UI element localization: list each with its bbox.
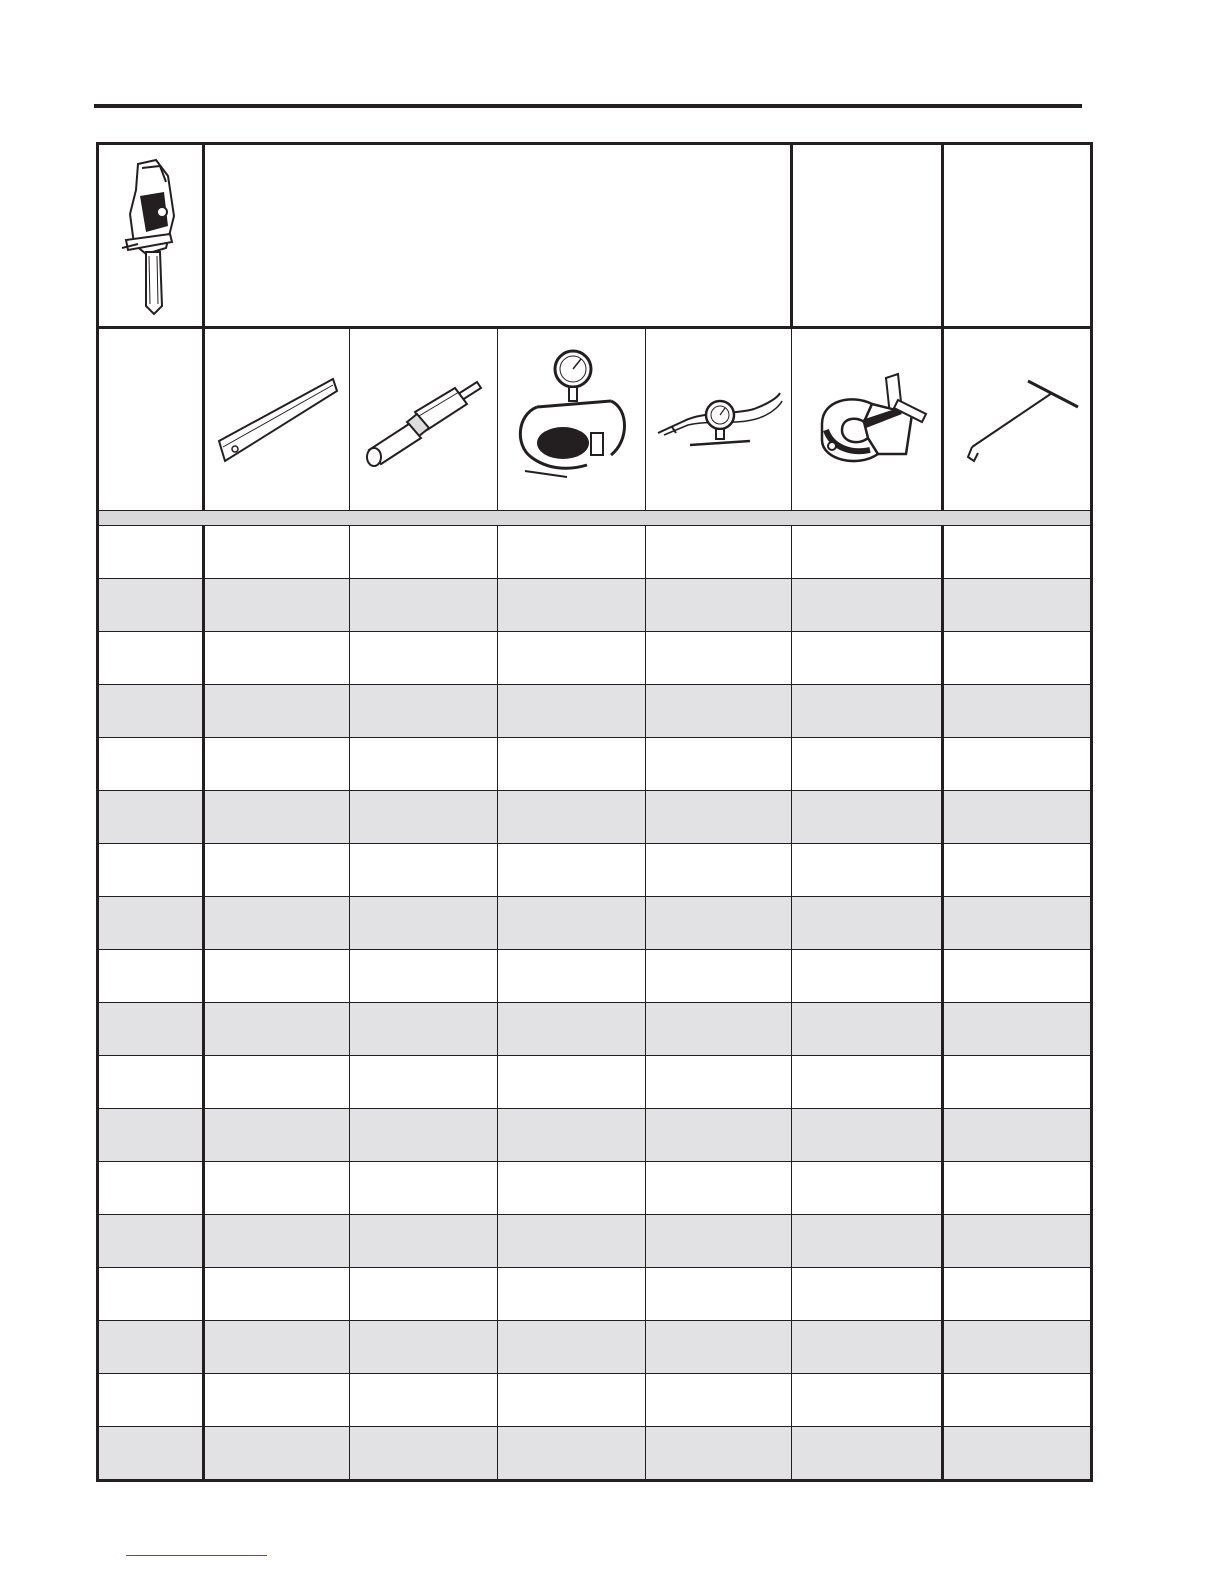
row-tool-5-cell xyxy=(792,526,943,579)
table-row xyxy=(98,632,1092,685)
table-row xyxy=(98,950,1092,1003)
row-tool-6-cell xyxy=(943,1162,1092,1215)
row-tool-2-cell xyxy=(350,632,498,685)
row-tool-6-cell xyxy=(943,1268,1092,1321)
row-tool-1-cell xyxy=(204,844,350,897)
row-tool-3-cell xyxy=(498,791,646,844)
row-tool-2-cell xyxy=(350,1268,498,1321)
row-model-cell xyxy=(98,1162,204,1215)
row-tool-3-cell xyxy=(498,738,646,791)
t-hook-tool-icon xyxy=(944,375,1090,465)
row-tool-2-cell xyxy=(350,897,498,950)
row-tool-1-cell xyxy=(204,1056,350,1109)
row-tool-6-cell xyxy=(943,685,1092,738)
tool-cell-2 xyxy=(350,328,498,511)
header-column-a xyxy=(792,144,943,328)
tool-cell-6 xyxy=(943,328,1092,511)
table-row xyxy=(98,1427,1092,1481)
row-tool-1-cell xyxy=(204,1268,350,1321)
row-tool-1-cell xyxy=(204,579,350,632)
flat-gauge-bar-icon xyxy=(205,375,349,465)
row-model-cell xyxy=(98,1056,204,1109)
row-tool-5-cell xyxy=(792,1162,943,1215)
row-tool-3-cell xyxy=(498,1321,646,1374)
row-tool-1-cell xyxy=(204,791,350,844)
row-model-cell xyxy=(98,685,204,738)
row-model-cell xyxy=(98,1109,204,1162)
row-model-cell xyxy=(98,844,204,897)
row-tool-2-cell xyxy=(350,1321,498,1374)
chainsaw-icon xyxy=(99,156,202,316)
row-tool-2-cell xyxy=(350,791,498,844)
row-tool-4-cell xyxy=(646,1427,792,1481)
row-tool-1-cell xyxy=(204,1162,350,1215)
row-tool-6-cell xyxy=(943,1056,1092,1109)
row-tool-3-cell xyxy=(498,1268,646,1321)
row-tool-5-cell xyxy=(792,1215,943,1268)
row-tool-3-cell xyxy=(498,685,646,738)
row-tool-2-cell xyxy=(350,1109,498,1162)
top-horizontal-rule xyxy=(94,104,1082,108)
row-tool-1-cell xyxy=(204,1003,350,1056)
table-row xyxy=(98,1215,1092,1268)
row-tool-5-cell xyxy=(792,1003,943,1056)
table-row xyxy=(98,897,1092,950)
table-row xyxy=(98,1056,1092,1109)
table-row xyxy=(98,1321,1092,1374)
table-row xyxy=(98,1162,1092,1215)
row-tool-3-cell xyxy=(498,844,646,897)
row-tool-3-cell xyxy=(498,1374,646,1427)
row-tool-1-cell xyxy=(204,1374,350,1427)
row-tool-4-cell xyxy=(646,526,792,579)
row-tool-3-cell xyxy=(498,1215,646,1268)
table-row xyxy=(98,791,1092,844)
table-row xyxy=(98,1268,1092,1321)
table-row xyxy=(98,526,1092,579)
row-model-cell xyxy=(98,1215,204,1268)
row-model-cell xyxy=(98,632,204,685)
row-tool-5-cell xyxy=(792,1374,943,1427)
row-tool-5-cell xyxy=(792,738,943,791)
row-tool-2-cell xyxy=(350,844,498,897)
row-tool-4-cell xyxy=(646,1321,792,1374)
description-header-cell xyxy=(204,144,792,328)
row-tool-5-cell xyxy=(792,1109,943,1162)
row-tool-4-cell xyxy=(646,1162,792,1215)
row-tool-3-cell xyxy=(498,1056,646,1109)
cylindrical-drift-tool-icon xyxy=(350,370,497,470)
row-tool-2-cell xyxy=(350,1056,498,1109)
row-tool-6-cell xyxy=(943,950,1092,1003)
row-tool-6-cell xyxy=(943,897,1092,950)
row-tool-1-cell xyxy=(204,1109,350,1162)
row-tool-1-cell xyxy=(204,1215,350,1268)
row-tool-2-cell xyxy=(350,526,498,579)
row-tool-5-cell xyxy=(792,791,943,844)
footer-link-underline[interactable] xyxy=(126,1555,267,1556)
tool-row-label-cell xyxy=(98,328,204,511)
table-row xyxy=(98,579,1092,632)
row-tool-6-cell xyxy=(943,1003,1092,1056)
row-tool-6-cell xyxy=(943,738,1092,791)
row-tool-2-cell xyxy=(350,1162,498,1215)
row-tool-3-cell xyxy=(498,1427,646,1481)
row-tool-5-cell xyxy=(792,579,943,632)
header-column-b xyxy=(943,144,1092,328)
row-tool-4-cell xyxy=(646,738,792,791)
row-model-cell xyxy=(98,791,204,844)
special-tools-table-sheet xyxy=(96,142,1090,1475)
tool-cell-4 xyxy=(646,328,792,511)
row-tool-1-cell xyxy=(204,738,350,791)
row-tool-6-cell xyxy=(943,1215,1092,1268)
row-tool-2-cell xyxy=(350,738,498,791)
row-tool-6-cell xyxy=(943,1321,1092,1374)
row-tool-6-cell xyxy=(943,1427,1092,1481)
tool-image-row xyxy=(98,328,1092,511)
product-image-cell xyxy=(98,144,204,328)
row-tool-3-cell xyxy=(498,1162,646,1215)
tool-cell-1 xyxy=(204,328,350,511)
table-row xyxy=(98,844,1092,897)
row-tool-2-cell xyxy=(350,1003,498,1056)
row-model-cell xyxy=(98,1374,204,1427)
row-tool-1-cell xyxy=(204,685,350,738)
vacuum-tester-gauge-icon xyxy=(646,375,791,465)
row-tool-6-cell xyxy=(943,791,1092,844)
row-tool-2-cell xyxy=(350,685,498,738)
row-tool-4-cell xyxy=(646,632,792,685)
table-row xyxy=(98,685,1092,738)
row-tool-1-cell xyxy=(204,526,350,579)
row-tool-1-cell xyxy=(204,1321,350,1374)
row-tool-4-cell xyxy=(646,579,792,632)
row-model-cell xyxy=(98,1321,204,1374)
clutch-puller-clamp-icon xyxy=(792,370,941,470)
row-tool-3-cell xyxy=(498,579,646,632)
row-tool-1-cell xyxy=(204,1427,350,1481)
row-tool-6-cell xyxy=(943,579,1092,632)
row-tool-2-cell xyxy=(350,1427,498,1481)
row-model-cell xyxy=(98,738,204,791)
row-model-cell xyxy=(98,579,204,632)
row-tool-5-cell xyxy=(792,950,943,1003)
row-tool-2-cell xyxy=(350,1374,498,1427)
row-tool-2-cell xyxy=(350,950,498,1003)
row-tool-3-cell xyxy=(498,632,646,685)
row-tool-4-cell xyxy=(646,897,792,950)
row-tool-3-cell xyxy=(498,526,646,579)
row-tool-4-cell xyxy=(646,1268,792,1321)
row-tool-6-cell xyxy=(943,526,1092,579)
row-tool-1-cell xyxy=(204,632,350,685)
table-row xyxy=(98,738,1092,791)
row-tool-1-cell xyxy=(204,950,350,1003)
table-row xyxy=(98,1109,1092,1162)
row-tool-6-cell xyxy=(943,632,1092,685)
row-tool-6-cell xyxy=(943,844,1092,897)
row-tool-5-cell xyxy=(792,632,943,685)
row-tool-2-cell xyxy=(350,1215,498,1268)
row-tool-3-cell xyxy=(498,1109,646,1162)
tool-cell-5 xyxy=(792,328,943,511)
row-tool-4-cell xyxy=(646,1215,792,1268)
row-tool-4-cell xyxy=(646,1109,792,1162)
row-tool-5-cell xyxy=(792,1427,943,1481)
row-tool-4-cell xyxy=(646,844,792,897)
row-model-cell xyxy=(98,950,204,1003)
row-tool-4-cell xyxy=(646,950,792,1003)
row-tool-4-cell xyxy=(646,791,792,844)
row-tool-3-cell xyxy=(498,897,646,950)
row-tool-4-cell xyxy=(646,685,792,738)
row-tool-3-cell xyxy=(498,950,646,1003)
table-row xyxy=(98,1003,1092,1056)
row-model-cell xyxy=(98,897,204,950)
row-tool-4-cell xyxy=(646,1056,792,1109)
row-model-cell xyxy=(98,1427,204,1481)
row-model-cell xyxy=(98,1268,204,1321)
row-tool-1-cell xyxy=(204,897,350,950)
row-tool-2-cell xyxy=(350,579,498,632)
row-tool-3-cell xyxy=(498,1003,646,1056)
row-tool-5-cell xyxy=(792,1056,943,1109)
row-tool-5-cell xyxy=(792,685,943,738)
separator-band-cell xyxy=(98,511,1092,526)
row-tool-4-cell xyxy=(646,1003,792,1056)
row-tool-4-cell xyxy=(646,1374,792,1427)
row-tool-6-cell xyxy=(943,1109,1092,1162)
table-separator-band xyxy=(98,511,1092,526)
row-model-cell xyxy=(98,1003,204,1056)
special-tools-table xyxy=(96,142,1093,1482)
tool-cell-3 xyxy=(498,328,646,511)
row-model-cell xyxy=(98,526,204,579)
row-tool-6-cell xyxy=(943,1374,1092,1427)
pressure-tester-gauge-icon xyxy=(498,345,645,495)
table-row xyxy=(98,1374,1092,1427)
row-tool-5-cell xyxy=(792,1321,943,1374)
row-tool-5-cell xyxy=(792,897,943,950)
row-tool-5-cell xyxy=(792,1268,943,1321)
row-tool-5-cell xyxy=(792,844,943,897)
table-header-row xyxy=(98,144,1092,328)
